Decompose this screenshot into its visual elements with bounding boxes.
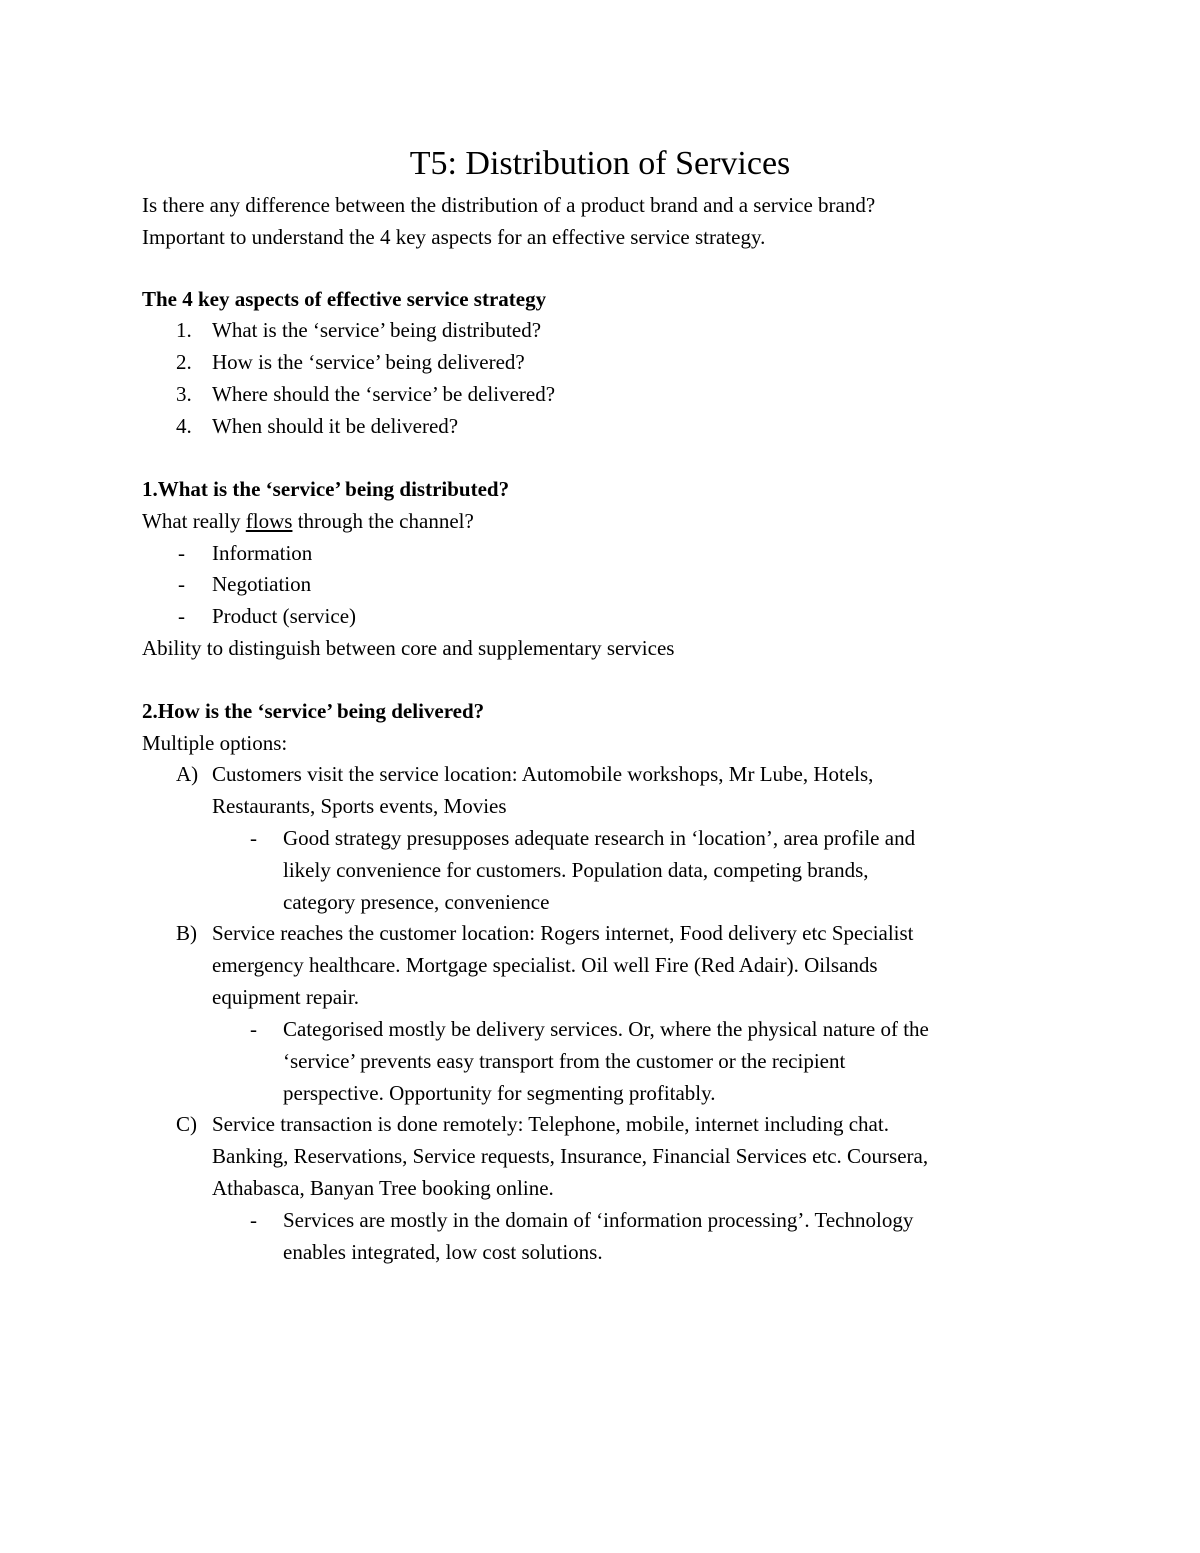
option-a-sub-line-2: likely convenience for customers. Population data, competing brands, [283, 858, 869, 882]
option-c-line-2: Banking, Reservations, Service requests, Insurance, Financial Services etc. Coursera, [212, 1144, 929, 1168]
intro-line-1: Is there any difference between the distribution of a product brand and a service brand? [142, 193, 876, 217]
option-c-sub-line-1: Services are mostly in the domain of ‘information processing’. Technology [283, 1208, 914, 1232]
page-title: T5: Distribution of Services [409, 145, 791, 182]
underlined-word: flows [245, 509, 293, 533]
option-b-line-3: equipment repair. [212, 985, 359, 1009]
option-a-sub-line-1: Good strategy presupposes adequate research in ‘location’, area profile and [283, 826, 916, 850]
aspect-item-3: Where should the ‘service’ be delivered? [212, 382, 556, 406]
section1-question [142, 505, 474, 537]
section2-subheading: Multiple options: [142, 731, 288, 755]
option-b-sub-line-1: Categorised mostly be delivery services. Or, where the physical nature of the [283, 1017, 929, 1041]
option-c-sub-line-2: enables integrated, low cost solutions. [283, 1240, 603, 1264]
section1-heading: 1.What is the ‘service’ being distributed? [142, 477, 510, 501]
bullet-dash-icon: - [250, 1017, 257, 1041]
option-a-line-1: Customers visit the service location: Automobile workshops, Mr Lube, Hotels, [212, 762, 874, 786]
option-a-line-2: Restaurants, Sports events, Movies [212, 794, 507, 818]
aspect-marker-1: 1. [176, 318, 192, 342]
aspect-marker-2: 2. [176, 350, 192, 374]
option-a-sub-line-3: category presence, convenience [283, 890, 550, 914]
bullet-dash-icon: - [178, 541, 185, 565]
aspect-item-2: How is the ‘service’ being delivered? [212, 350, 525, 374]
option-c-line-3: Athabasca, Banyan Tree booking online. [212, 1176, 554, 1200]
section1-bullet-1: Information [212, 541, 313, 565]
aspect-item-1: What is the ‘service’ being distributed? [212, 318, 542, 342]
option-b-line-2: emergency healthcare. Mortgage specialist. Oil well Fire (Red Adair). Oilsands [212, 953, 878, 977]
option-c-marker: C) [176, 1112, 197, 1136]
option-c-line-1: Service transaction is done remotely: Telephone, mobile, internet including chat. [212, 1112, 889, 1136]
section2-heading: 2.How is the ‘service’ being delivered? [142, 699, 485, 723]
section1-bullet-2: Negotiation [212, 572, 312, 596]
bullet-dash-icon: - [178, 572, 185, 596]
option-b-sub-line-2: ‘service’ prevents easy transport from the customer or the recipient [283, 1049, 846, 1073]
section1-bullet-3: Product (service) [212, 604, 357, 628]
option-b-line-1: Service reaches the customer location: Rogers internet, Food delivery etc Specialist [212, 921, 914, 945]
aspect-marker-3: 3. [176, 382, 192, 406]
intro-line-2: Important to understand the 4 key aspects for an effective service strategy. [142, 225, 766, 249]
section1-question-post: through the channel? [292, 509, 474, 533]
aspects-heading: The 4 key aspects of effective service strategy [142, 287, 547, 311]
section1-question-pre: What really [142, 509, 246, 533]
bullet-dash-icon: - [250, 826, 257, 850]
aspect-item-4: When should it be delivered? [212, 414, 459, 438]
option-a-marker: A) [176, 762, 199, 786]
option-b-marker: B) [176, 921, 197, 945]
section1-closing: Ability to distinguish between core and supplementary services [142, 636, 675, 660]
aspect-marker-4: 4. [176, 414, 192, 438]
bullet-dash-icon: - [250, 1208, 257, 1232]
option-b-sub-line-3: perspective. Opportunity for segmenting profitably. [283, 1081, 716, 1105]
bullet-dash-icon: - [178, 604, 185, 628]
